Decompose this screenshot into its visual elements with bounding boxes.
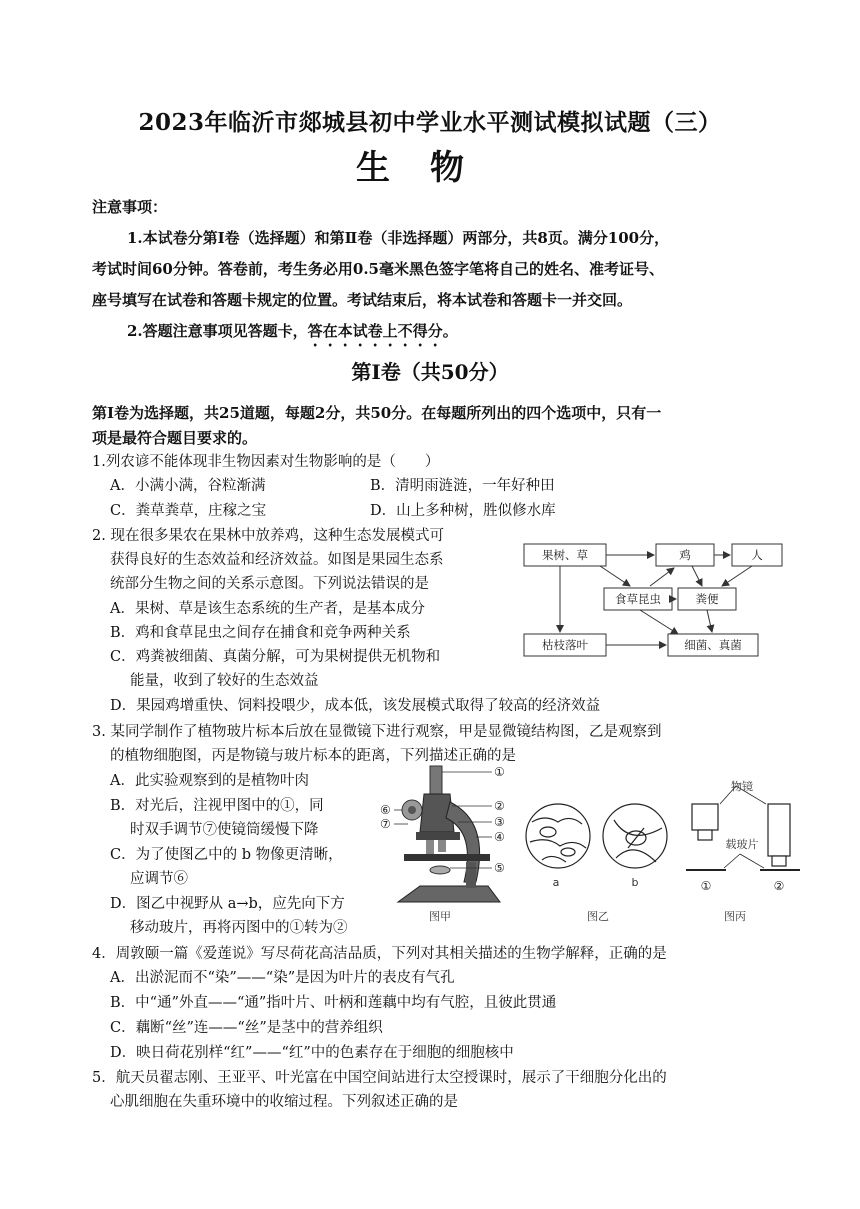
q4-stem: 4．周敦颐一篇《爱莲说》写尽荷花高洁品质，下列对其相关描述的生物学解释，正确的是 xyxy=(92,946,667,962)
svg-text:⑥: ⑥ xyxy=(380,803,391,817)
q1-option-a: A．小满小满，谷粒渐满 xyxy=(110,478,266,494)
emphasis-text: 答在本试卷上不得分 xyxy=(307,322,443,340)
note-1-line-3: 座号填写在试卷和答题卡规定的位置。考试结束后，将本试卷和答题卡一并交回。 xyxy=(92,291,633,309)
q3-stem-line-1: 3. 某同学制作了植物玻片标本后放在显微镜下进行观察，甲是显微镜结构图，乙是观察到 xyxy=(92,724,662,740)
label-human: 人 xyxy=(751,548,763,562)
fig-jia-label: 图甲 xyxy=(429,910,451,923)
label-litter: 枯枝落叶 xyxy=(542,638,588,652)
fig-yi-label: 图乙 xyxy=(587,910,609,923)
q3-option-c-line-2: 应调节⑥ xyxy=(130,871,188,887)
label-insect: 食草昆虫 xyxy=(615,592,661,606)
section-desc-line-1: 第Ⅰ卷为选择题，共25道题，每题2分，共50分。在每题所列出的四个选项中，只有一 xyxy=(92,404,662,422)
q2-option-b: B．鸡和食草昆虫之间存在捕食和竞争两种关系 xyxy=(110,625,411,641)
svg-text:载玻片: 载玻片 xyxy=(725,838,759,851)
q1-option-d: D．山上多种树，胜似修水库 xyxy=(370,503,556,519)
notes-heading: 注意事项： xyxy=(92,198,168,216)
label-decomposer: 细菌、真菌 xyxy=(684,638,742,652)
q4-option-d: D．映日荷花别样“红”——“红”中的色素存在于细胞的细胞核中 xyxy=(110,1045,514,1061)
exam-title: 2023年临沂市郯城县初中学业水平测试模拟试题（三） xyxy=(138,109,722,136)
svg-text:①: ① xyxy=(700,879,712,893)
q3-option-b-line-1: B．对光后，注视甲图中的①，同 xyxy=(110,798,324,814)
q2-option-c-line-1: C．鸡粪被细菌、真菌分解，可为果树提供无机物和 xyxy=(110,649,441,665)
label-chicken: 鸡 xyxy=(679,548,691,562)
cell-view-b xyxy=(603,804,667,868)
q3-option-d-line-2: 移动玻片，再将丙图中的①转为② xyxy=(130,920,348,936)
svg-text:②: ② xyxy=(773,879,785,893)
svg-text:⑦: ⑦ xyxy=(380,817,391,831)
q3-option-d-line-1: D．图乙中视野从 a→b，应先向下方 xyxy=(110,896,345,912)
subject-title: 生物 xyxy=(356,148,504,188)
q1-option-b: B．清明雨涟涟，一年好种田 xyxy=(370,478,555,494)
q2-stem-line-2: 获得良好的生态效益和经济效益。如图是果园生态系 xyxy=(110,552,444,568)
svg-text:⑤: ⑤ xyxy=(494,861,505,875)
microscope-figures xyxy=(380,762,810,930)
section-desc-line-2: 项是最符合题目要求的。 xyxy=(92,429,258,447)
q1-stem: 1.列农谚不能体现非生物因素对生物影响的是（ ） xyxy=(92,454,440,470)
svg-text:③: ③ xyxy=(494,815,505,829)
svg-text:a: a xyxy=(552,876,560,889)
q5-stem-line-2: 心肌细胞在失重环境中的收缩过程。下列叙述正确的是 xyxy=(110,1094,458,1110)
q4-option-c: C．藕断“丝”连——“丝”是茎中的营养组织 xyxy=(110,1020,383,1036)
q3-option-c-line-1: C．为了使图乙中的 b 物像更清晰， xyxy=(110,847,343,863)
q2-option-a: A．果树、草是该生态系统的生产者，是基本成分 xyxy=(110,601,425,617)
label-manure: 粪便 xyxy=(695,592,719,606)
q3-option-b-line-2: 时双手调节⑦使镜筒缓慢下降 xyxy=(130,822,319,838)
section-title: 第Ⅰ卷（共50分） xyxy=(351,360,509,384)
svg-text:b: b xyxy=(631,876,639,889)
objective-comparison xyxy=(686,786,800,870)
svg-text:④: ④ xyxy=(494,830,505,844)
q2-option-d: D．果园鸡增重快、饲料投喂少，成本低，该发展模式取得了较高的经济效益 xyxy=(110,698,601,714)
svg-text:②: ② xyxy=(494,799,505,813)
note-2: 2.答题注意事项见答题卡，答在本试卷上不得分。 xyxy=(127,322,458,340)
note-1-line-2: 考试时间60分钟。答卷前，考生务必用0.5毫米黑色签字笔将自己的姓名、准考证号、 xyxy=(92,260,664,278)
svg-text:物镜: 物镜 xyxy=(731,780,753,793)
microscope-drawing xyxy=(398,766,500,902)
q2-option-c-line-2: 能量，收到了较好的生态效益 xyxy=(130,673,319,689)
cell-view-a xyxy=(526,804,590,868)
q3-stem-line-2: 的植物细胞图，丙是物镜与玻片标本的距离，下列描述正确的是 xyxy=(110,748,516,764)
q5-stem-line-1: 5．航天员翟志刚、王亚平、叶光富在中国空间站进行太空授课时，展示了干细胞分化出的 xyxy=(92,1070,667,1086)
note-1-line-1: 1.本试卷分第Ⅰ卷（选择题）和第Ⅱ卷（非选择题）两部分，共8页。满分100分， xyxy=(127,229,670,247)
svg-text:①: ① xyxy=(494,765,505,779)
q2-stem-line-3: 统部分生物之间的关系示意图。下列说法错误的是 xyxy=(110,576,429,592)
label-tree: 果树、草 xyxy=(542,548,588,562)
fig-bing-label: 图丙 xyxy=(724,910,746,923)
food-web-diagram xyxy=(520,538,785,662)
q3-option-a: A．此实验观察到的是植物叶肉 xyxy=(110,773,309,789)
q1-option-c: C．粪草粪草，庄稼之宝 xyxy=(110,503,267,519)
q4-option-b: B．中“通”外直——“通”指叶片、叶柄和莲藕中均有气腔，且彼此贯通 xyxy=(110,995,557,1011)
q4-option-a: A．出淤泥而不“染”——“染”是因为叶片的表皮有气孔 xyxy=(110,970,455,986)
q2-stem-line-1: 2. 现在很多果农在果林中放养鸡，这种生态发展模式可 xyxy=(92,528,444,544)
